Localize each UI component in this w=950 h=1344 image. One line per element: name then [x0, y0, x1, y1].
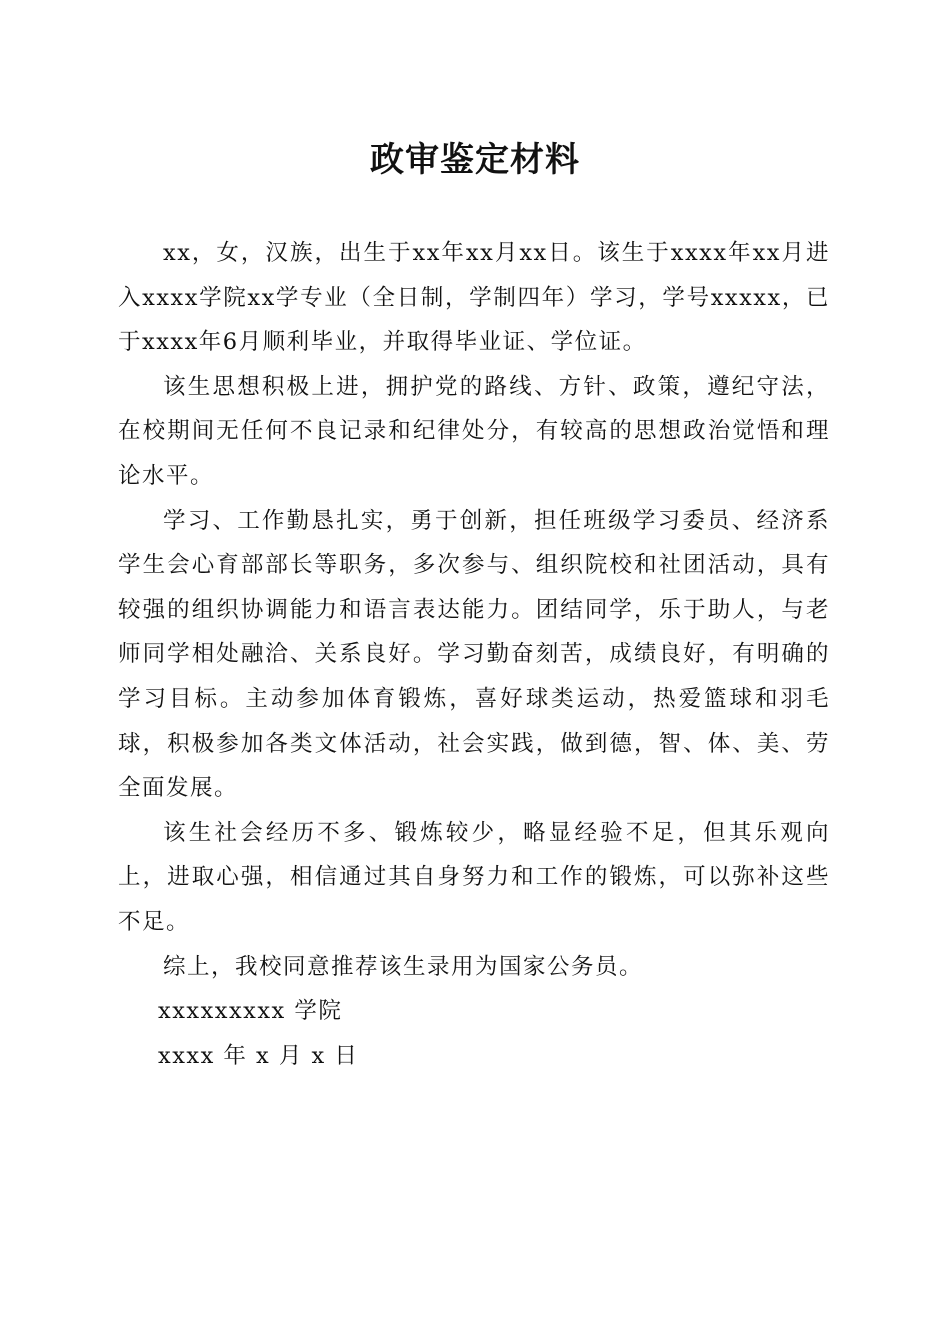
document-title: 政审鉴定材料 — [370, 140, 580, 180]
document-body — [118, 231, 830, 1078]
paragraph-basic-info: xx，女，汉族，出生于xx年xx月xx日。该生于xxxx年xx月进入xxxx学院xx学专业（全日制，学制四年）学习，学号xxxxx，已于xxxx年6月顺利毕业，并取得毕业证、学位证。 — [118, 240, 830, 356]
signature-institution: xxxxxxxxx 学院 — [158, 998, 343, 1025]
paragraph-study-work: 学习、工作勤恳扎实，勇于创新，担任班级学习委员、经济系学生会心育部部长等职务，多次参与、组织院校和社团活动，具有较强的组织协调能力和语言表达能力。团结同学，乐于助人，与老师同学相处融洽、关系良好。学习勤奋刻苦，成绩良好，有明确的学习目标。主动参加体育锻炼，喜好球类运动，热爱篮球和羽毛球，积极参加各类文体活动，社会实践，做到德，智、体、美、劳全面发展。 — [118, 507, 830, 802]
signature-date: xxxx 年 x 月 x 日 — [158, 1042, 359, 1069]
paragraph-shortcomings: 该生社会经历不多、锻炼较少，略显经验不足，但其乐观向上，进取心强，相信通过其自身努力和工作的锻炼，可以弥补这些不足。 — [118, 819, 830, 935]
paragraph-conclusion: 综上，我校同意推荐该生录用为国家公务员。 — [163, 953, 644, 980]
paragraph-political-attitude: 该生思想积极上进，拥护党的路线、方针、政策，遵纪守法，在校期间无任何不良记录和纪律处分，有较高的思想政治觉悟和理论水平。 — [118, 373, 830, 489]
